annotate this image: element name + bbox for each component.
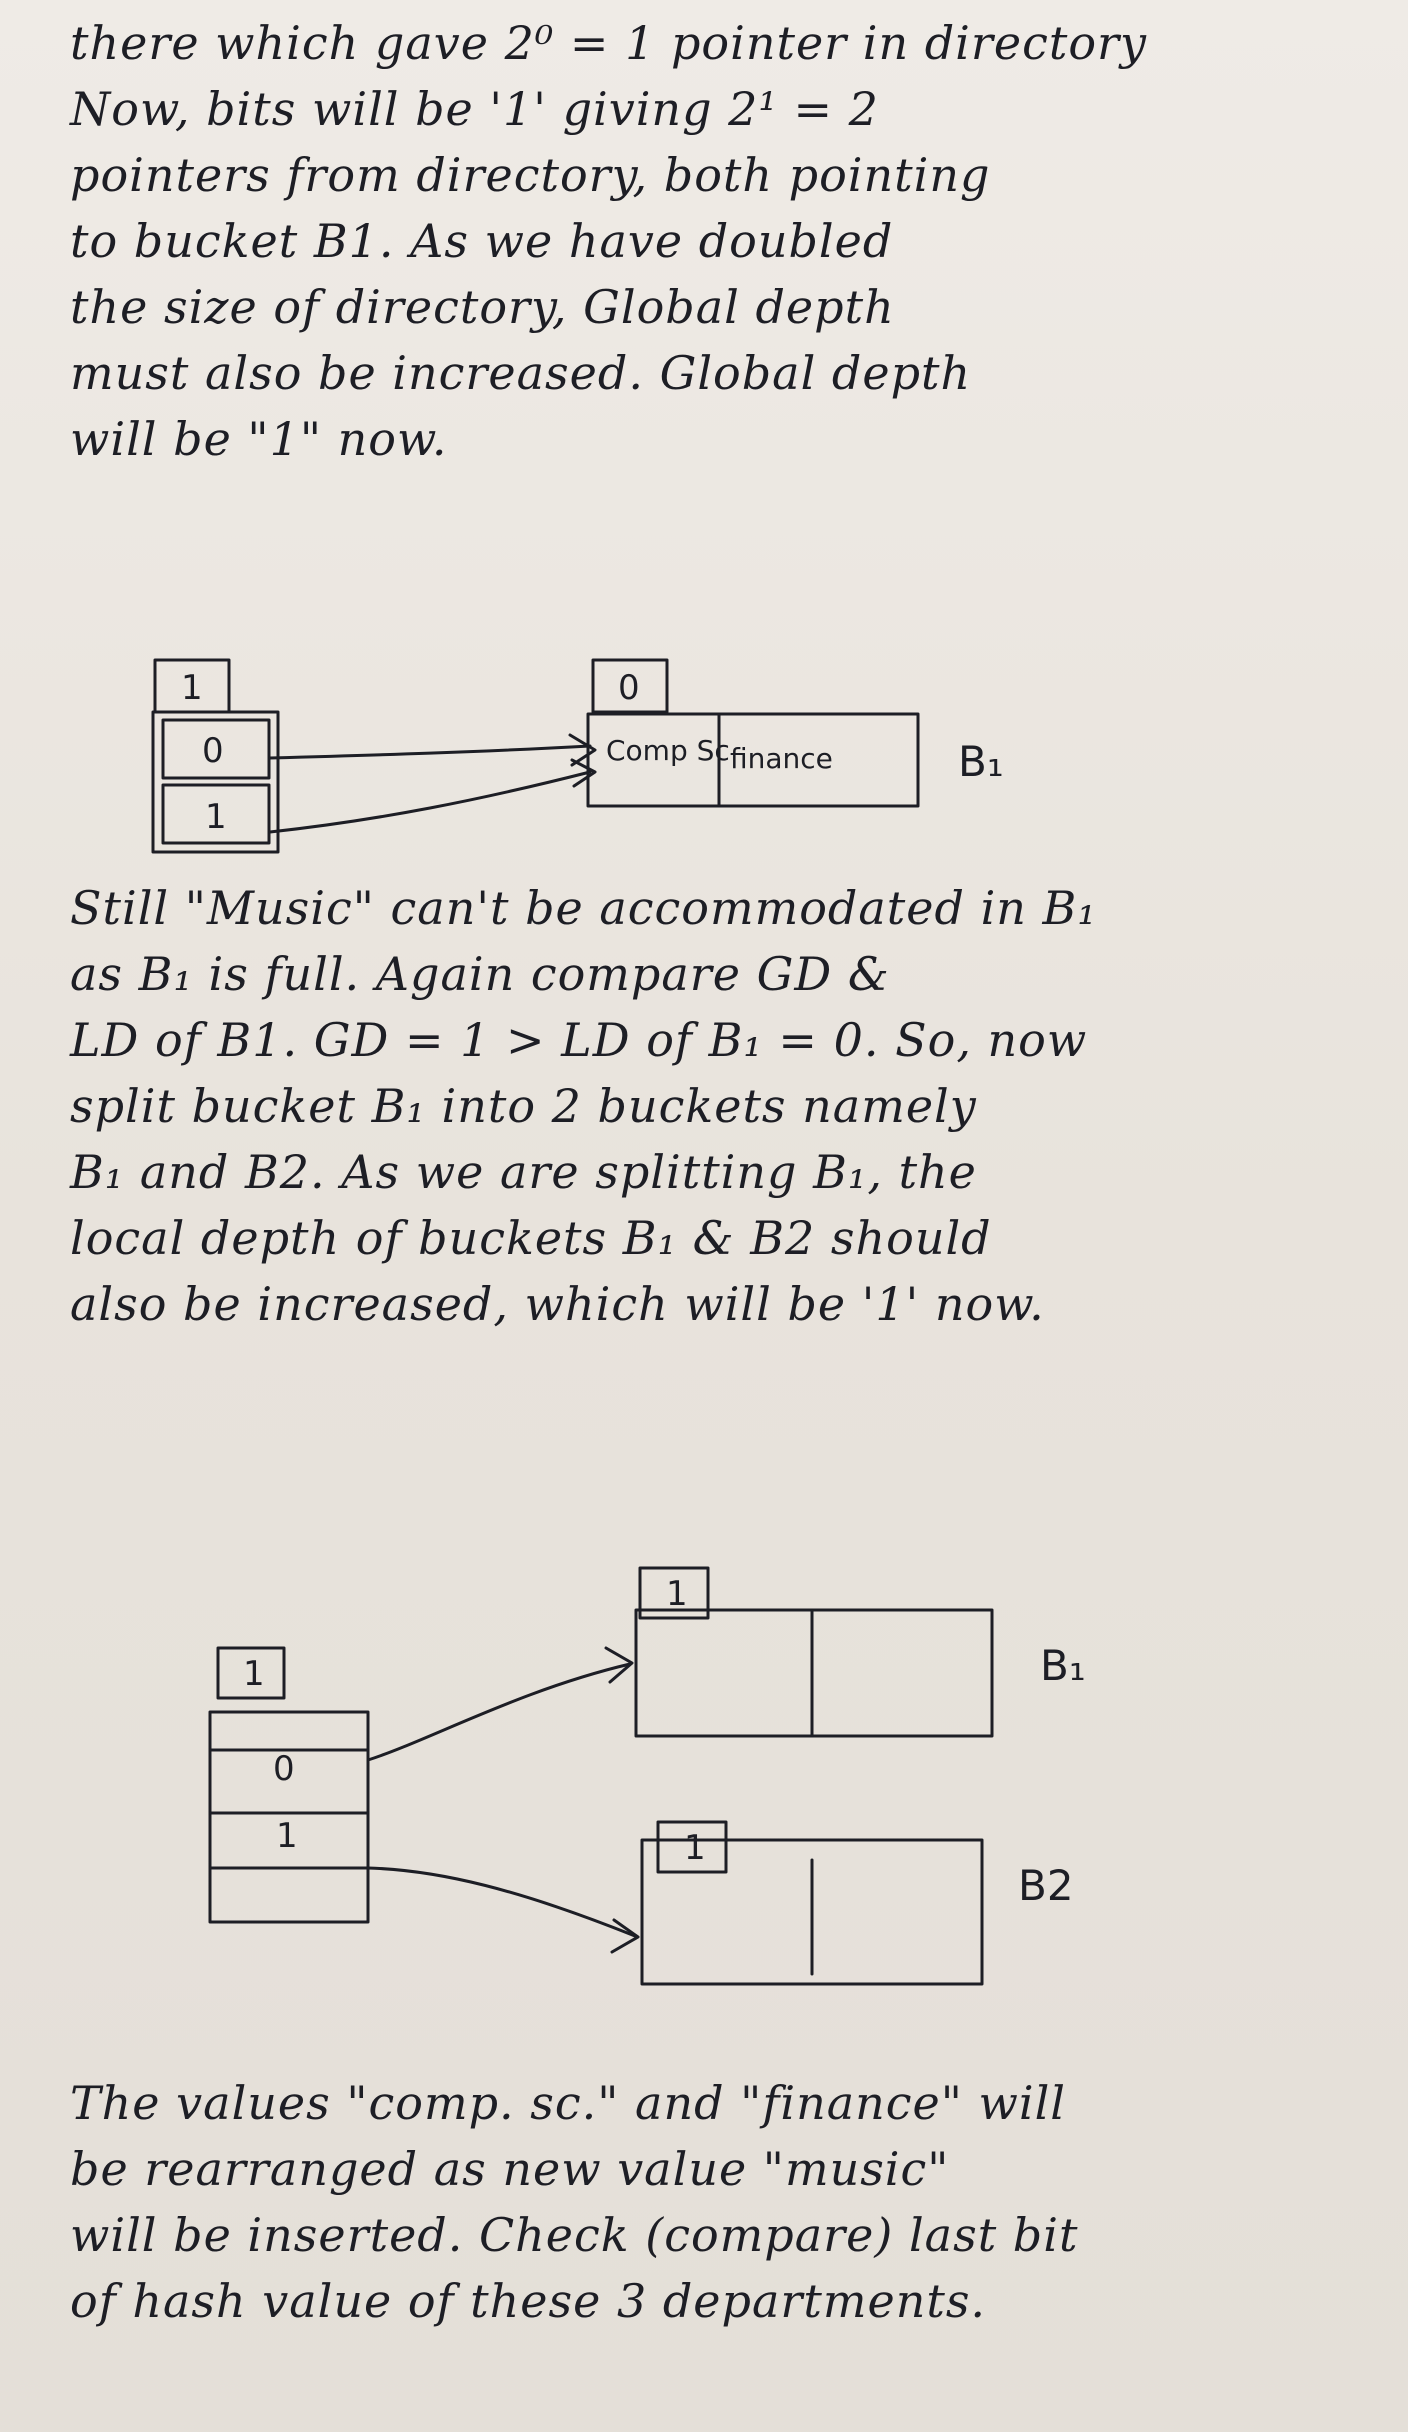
text-line: there which gave 2⁰ = 1 pointer in directory — [70, 16, 1148, 70]
arrow-head-icon — [606, 1648, 632, 1682]
text-line: the size of directory, Global depth — [70, 280, 895, 334]
bucket2-local-depth-label: 1 — [684, 1828, 706, 1868]
text-line: split bucket B₁ into 2 buckets namely — [70, 1079, 977, 1133]
bucket-local-depth-label: 0 — [618, 668, 640, 708]
pointer-arrow-1 — [368, 1868, 635, 1936]
arrow-head-icon — [612, 1920, 638, 1952]
directory-entry-1-label: 1 — [205, 797, 227, 837]
text-line: be rearranged as new value "music" — [70, 2142, 950, 2196]
text-line: B₁ and B2. As we are splitting B₁, the — [70, 1145, 977, 1199]
text-line: Still "Music" can't be accommodated in B₁ — [70, 881, 1097, 935]
text-line: will be inserted. Check (compare) last bit — [70, 2208, 1079, 2262]
bucket-value-1: Comp Sc — [606, 734, 730, 767]
text-line: as B₁ is full. Again compare GD & — [70, 947, 890, 1001]
bucket-value-2: finance — [730, 742, 833, 775]
text-line: LD of B1. GD = 1 > LD of B₁ = 0. So, now — [70, 1013, 1088, 1067]
text-line: of hash value of these 3 departments. — [70, 2274, 987, 2328]
text-line: must also be increased. Global depth — [70, 346, 972, 400]
bucket-name: B₁ — [958, 737, 1004, 786]
text-line: local depth of buckets B₁ & B2 should — [70, 1211, 992, 1265]
bucket2-name: B2 — [1018, 1861, 1074, 1910]
text-line: Now, bits will be '1' giving 2¹ = 2 — [70, 82, 879, 136]
global-depth-label: 1 — [181, 668, 203, 708]
directory-entry-0-label: 0 — [273, 1749, 295, 1789]
paragraph-3 — [70, 2070, 1360, 2334]
text-line: pointers from directory, both pointing — [70, 148, 991, 202]
directory-entry-1-label: 1 — [276, 1816, 298, 1856]
directory-entry-0-label: 0 — [202, 731, 224, 771]
bucket1-name: B₁ — [1040, 1641, 1086, 1690]
text-line: also be increased, which will be '1' now. — [70, 1277, 1045, 1331]
bucket1-local-depth-label: 1 — [666, 1574, 688, 1614]
pointer-arrow-0 — [368, 1664, 630, 1760]
text-line: will be "1" now. — [70, 412, 448, 466]
text-line: to bucket B1. As we have doubled — [70, 214, 894, 268]
bucket-b1 — [636, 1610, 992, 1736]
text-line: The values "comp. sc." and "finance" will — [70, 2076, 1067, 2130]
global-depth-label: 1 — [243, 1654, 265, 1694]
